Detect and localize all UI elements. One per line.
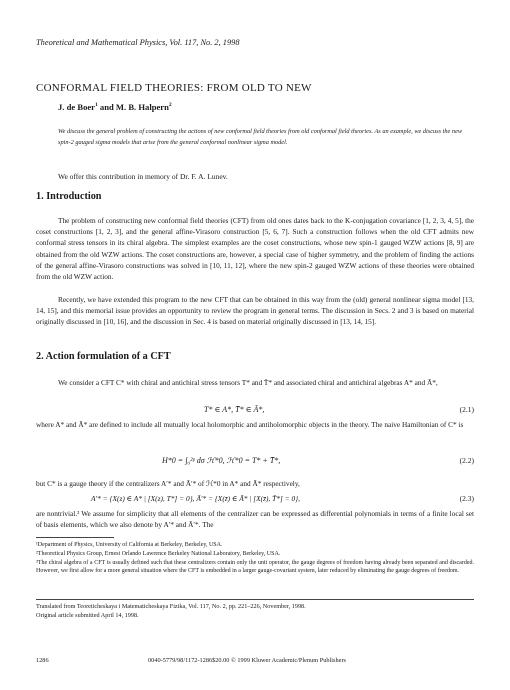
abstract: We discuss the general problem of constructing the actions of new conformal field theories from old conformal field theories. As an example, we discuss the new spin-2 gauged sigma models that arise from the general conformal nonlinear sigma model. — [58, 128, 463, 146]
intro-paragraph-2 — [36, 294, 474, 328]
intro-paragraph-2-text: Recently, we have extended this program to the new CFT that can be obtained in this way from the (old) general nonlinear sigma model [13, 14, 15], and this memorial issue provides an opportunity to review the program in general terms. The discussion in Secs. 2 and 3 is based on material originally discussed in [10, 16], and the discussion in Sec. 4 is based on material originally discussed in [13, 14, 15]. — [36, 295, 474, 327]
intro-paragraph-1-text: The problem of constructing new conformal field theories (CFT) from old ones dates back to the K-conjugation covariance [1, 2, 3, 4, 5], the coset constructions [1, 2, 3], and the general affine-Virasoro construction [5, 6, 7]. Such a construction follows when the old CFT admits new conformal stress tensors in its chiral algebra. The simplest examples are the coset constructions, whose new spin-1 gauged WZW actions [8, 9] are obtained from the old WZW actions. The coset constructions are, however, a special case of higher symmetry, and the problem of finding the actions of the general affine-Virasoro constructions was solved in [10, 11, 12], where the new spin-2 gauged WZW actions of these theories were obtained from the old WZW action. — [36, 216, 474, 282]
sec2-paragraph-4: are nontrivial.³ We assume for simplicity that all elements of the centralizer can be expressed as differential polynomials in terms of a finite local set of basis elements, which we also denote by A′* and Ā′*. The — [36, 509, 474, 530]
journal-header: Theoretical and Mathematical Physics, Vol. 117, No. 2, 1998 — [36, 38, 240, 47]
equation-2-1 — [36, 405, 474, 417]
paper-title: CONFORMAL FIELD THEORIES: FROM OLD TO NEW — [36, 82, 312, 94]
footnote-2: ²Theoretical Physics Group, Ernest Orlando Lawrence Berkeley National Laboratory, Berkeley, USA. — [36, 551, 281, 557]
section-1-heading: 1. Introduction — [36, 191, 102, 202]
translation-divider — [36, 599, 474, 600]
equation-2-2-body: H*0 = ∫₀²ᵖ dσ ℋ*0, ℋ*0 = T* + T̄*, — [162, 456, 281, 465]
translation-note: Translated from Teoreticheskaya i Matematicheskaya Fizika, Vol. 117, No. 2, pp. 221–226, November, 1998. — [36, 603, 306, 610]
footnote-1: ¹Department of Physics, University of California at Berkeley, Berkeley, USA. — [36, 542, 223, 548]
author-1-mark: 1 — [95, 102, 98, 109]
sec2-paragraph-1 — [36, 377, 474, 388]
author-separator: and — [97, 102, 116, 112]
author-2-mark: 2 — [168, 102, 172, 109]
sec2-paragraph-1-text: We consider a CFT C* with chiral and antichiral stress tensors T* and T̄* and associated chiral and antichiral algebras A* and Ā*, — [58, 378, 438, 387]
sec2-paragraph-2: where A* and Ā* are defined to include all mutually local holomorphic and antiholomorphic objects in the theory. The naive Hamiltonian of C* is — [36, 420, 464, 429]
equation-2-3 — [36, 494, 474, 506]
equation-2-1-body: T* ∈ A*, T̄* ∈ Ā*, — [204, 405, 265, 414]
equation-2-3-body: A′* = {X(z) ∈ A* | [X(z), T*] = 0}, Ā′* = {X(z̄) ∈ Ā* | [X(z̄), T̄*] = 0}, — [91, 494, 300, 503]
footnote-divider — [36, 537, 114, 538]
equation-2-2 — [36, 456, 474, 470]
equation-2-2-number: (2.2) — [459, 456, 474, 465]
issn-copyright: 0040-5779/98/1172-1286$20.00 © 1999 Kluwer Academic/Plenum Publishers — [148, 657, 346, 664]
equation-2-1-number: (2.1) — [459, 405, 474, 414]
author-line — [58, 102, 172, 112]
section-2-heading: 2. Action formulation of a CFT — [36, 351, 171, 362]
equation-2-3-number: (2.3) — [459, 494, 474, 503]
author-1: J. de Boer — [58, 102, 95, 112]
page-number: 1286 — [36, 657, 49, 664]
intro-paragraph-1 — [36, 215, 474, 282]
sec2-paragraph-3: but C* is a gauge theory if the centralizers A′* and Ā′* of ℋ*0 in A* and Ā* respectively, — [36, 479, 300, 488]
submission-note: Original article submitted April 14, 1998. — [36, 612, 139, 619]
footnote-3: ³The chiral algebra of a CFT is usually defined such that these centralizers contain only the unit operator, the gauge degrees of freedom having already been separated and discarded. However, we first allow for a more general situation where the CFT is embedded in a larger gauge-covariant system, later reduced by eliminating the gauge degrees of freedom. — [36, 560, 474, 575]
author-2: M. B. Halpern — [115, 102, 169, 112]
dedication: We offer this contribution in memory of Dr. F. A. Lunev. — [58, 172, 228, 181]
